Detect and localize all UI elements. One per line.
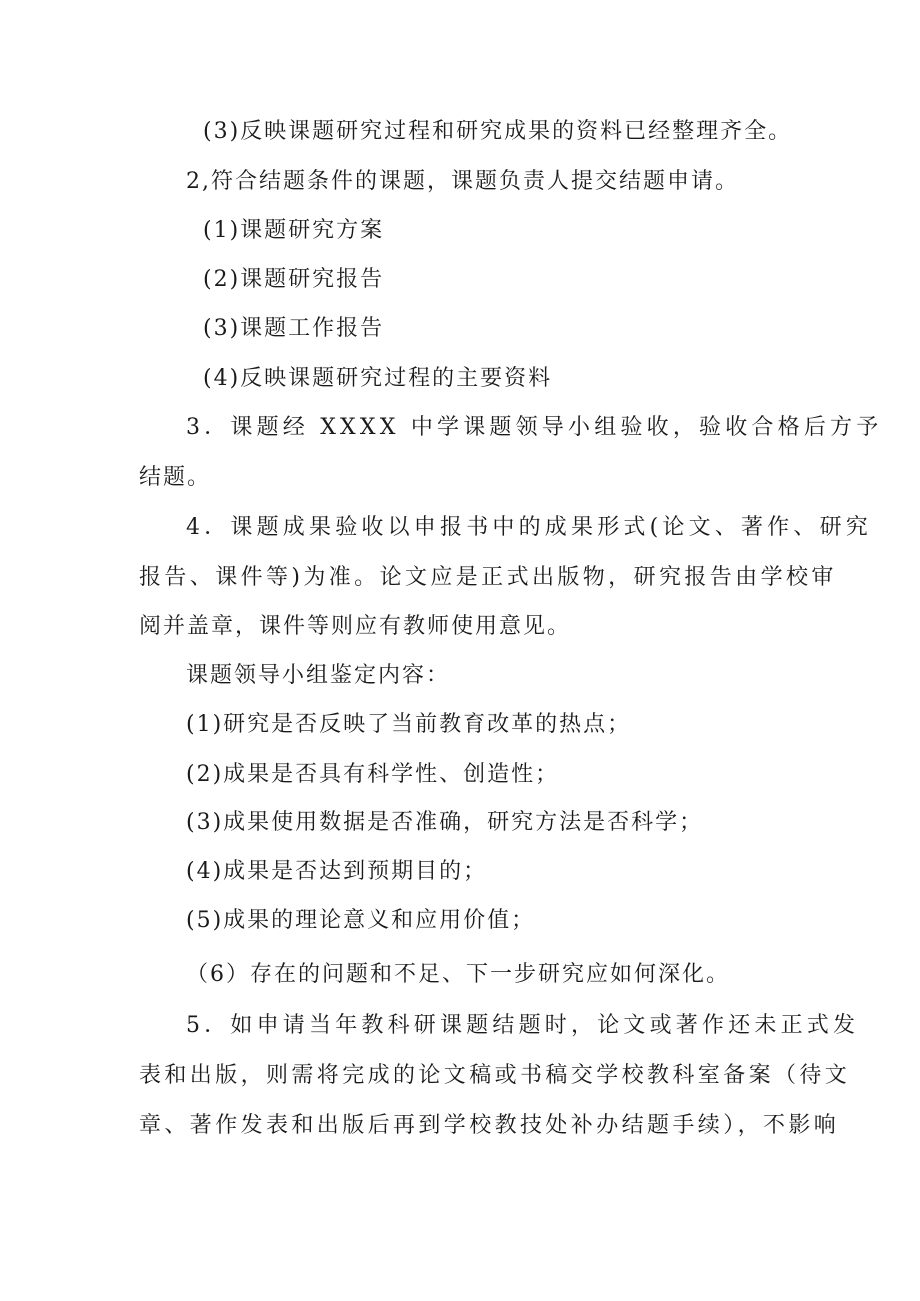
section-5-line-1: 5．如申请当年教科研课题结题时，论文或著作还未正式发 [186,1013,860,1038]
evaluation-item-4: (4)成果是否达到预期目的； [186,859,488,884]
section-4-line-1: 4．课题成果验收以申报书中的成果形式(论文、著作、研究 [186,515,872,540]
item-4-main-materials: (4)反映课题研究过程的主要资料 [203,366,553,391]
evaluation-item-3: (3)成果使用数据是否准确，研究方法是否科学； [186,810,704,835]
item-2-research-report: (2)课题研究报告 [203,267,385,292]
evaluation-heading: 课题领导小组鉴定内容： [186,663,451,688]
section-5-line-2: 表和出版，则需将完成的论文稿或书稿交学校教科室备案（待文 [139,1063,851,1088]
section-3-line-2: 结题。 [139,465,212,490]
section-4-line-3: 阅并盖章，课件等则应有教师使用意见。 [139,614,572,639]
item-3-work-report: (3)课题工作报告 [203,316,385,341]
section-5-line-3: 章、著作发表和出版后再到学校教技处补办结题手续），不影响 [139,1113,840,1138]
section-4-line-2: 报告、课件等)为准。论文应是正式出版物，研究报告由学校审 [139,565,837,590]
section-2-heading: 2,符合结题条件的课题，课题负责人提交结题申请。 [186,169,739,194]
item-3-materials-complete: (3)反映课题研究过程和研究成果的资料已经整理齐全。 [203,119,793,144]
section-3-line-1: 3．课题经 XXXX 中学课题领导小组验收，验收合格后方予 [186,415,883,440]
evaluation-item-1: (1)研究是否反映了当前教育改革的热点； [186,712,632,737]
item-1-research-plan: (1)课题研究方案 [203,218,385,243]
evaluation-item-6: （6）存在的问题和不足、下一步研究应如何深化。 [186,962,730,987]
evaluation-item-2: (2)成果是否具有科学性、创造性； [186,762,560,787]
evaluation-item-5: (5)成果的理论意义和应用价值； [186,908,536,933]
